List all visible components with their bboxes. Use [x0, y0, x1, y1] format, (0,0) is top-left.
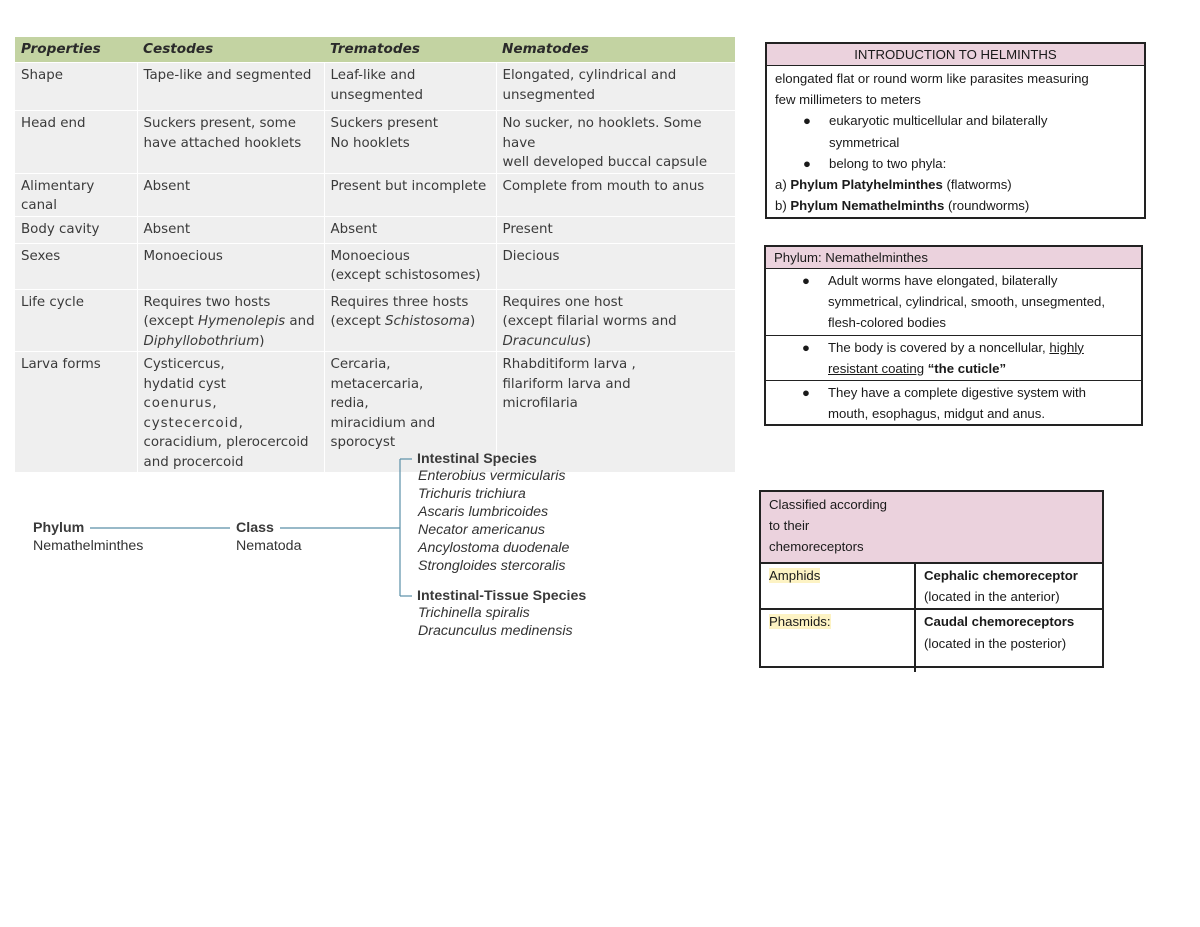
intro-bullet: ● belong to two phyla:: [775, 153, 1136, 174]
chemo-name: Amphids: [761, 564, 916, 608]
taxonomy-tree: [0, 440, 700, 660]
species-item: Necator americanus: [418, 522, 545, 538]
trematodes-alimentary: Present but incomplete: [324, 173, 496, 216]
prop-sexes: Sexes: [15, 243, 137, 289]
cestodes-head-end: Suckers present, some have attached hooklets: [137, 111, 324, 174]
chemo-row-amphids: [761, 564, 1102, 610]
table-row-body-cavity: [15, 216, 735, 243]
prop-shape: Shape: [15, 63, 137, 111]
header-cestodes: Cestodes: [137, 37, 324, 63]
cestodes-body-cavity: Absent: [137, 216, 324, 243]
intro-bullet: ● eukaryotic multicellular and bilaterally symmetrical: [775, 110, 1136, 152]
phylum-bullet: ● Adult worms have elongated, bilaterally symmetrical, cylindrical, smooth, unsegmented, flesh-colored bodies: [766, 269, 1141, 336]
header-nematodes: Nematodes: [496, 37, 735, 63]
prop-alimentary: Alimentary canal: [15, 173, 137, 216]
species-item: Enterobius vermicularis: [418, 468, 566, 484]
nematodes-larva: Rhabditiform larva , filariform larva and microfilaria: [496, 352, 735, 473]
chemo-desc: Caudal chemoreceptors (located in the posterior): [924, 614, 1075, 651]
prop-head-end: Head end: [15, 111, 137, 174]
nematodes-alimentary: Complete from mouth to anus: [496, 173, 735, 216]
cestodes-alimentary: Absent: [137, 173, 324, 216]
species-item: Ancylostoma duodenale: [418, 540, 570, 556]
chemoreceptor-table: [759, 490, 1104, 668]
chemo-title: Classified according to their chemoreceptors: [761, 492, 1102, 564]
trematodes-sexes: Monoecious (except schistosomes): [324, 243, 496, 289]
intro-phylum-a: a) Phylum Platyhelminthes (flatworms): [775, 177, 1012, 193]
cestodes-sexes: Monoecious: [137, 243, 324, 289]
trematodes-shape: Leaf-like and unsegmented: [324, 63, 496, 111]
trematodes-body-cavity: Absent: [324, 216, 496, 243]
cestodes-larva: Cysticercus, hydatid cyst coenurus, cystecercoid, coracidium, plerocercoid and procercoid: [137, 352, 324, 473]
chemo-row-phasmids: [761, 610, 1102, 672]
trematodes-larva: Cercaria, metacercaria, redia, miracidium and sporocyst: [324, 352, 496, 473]
nematodes-shape: Elongated, cylindrical and unsegmented: [496, 63, 735, 111]
header-trematodes: Trematodes: [324, 37, 496, 63]
chemo-desc: Cephalic chemoreceptor (located in the anterior): [924, 568, 1078, 605]
intro-title: INTRODUCTION TO HELMINTHS: [767, 44, 1144, 66]
species-item: Ascaris lumbricoides: [418, 504, 549, 520]
intro-body: [767, 66, 1144, 218]
bullet-icon: ●: [803, 155, 811, 171]
nematodes-sexes: Diecious: [496, 243, 735, 289]
species-item: Strongloides stercoralis: [418, 558, 566, 574]
intro-helminths-box: [765, 42, 1146, 219]
table-header-row: [15, 37, 735, 63]
intro-line: elongated flat or round worm like parasites measuring: [775, 71, 1089, 86]
helminth-comparison-table: [15, 37, 735, 472]
species-item: Dracunculus medinensis: [418, 623, 573, 639]
table-row-sexes: [15, 243, 735, 289]
table-row-shape: [15, 63, 735, 111]
prop-body-cavity: Body cavity: [15, 216, 137, 243]
table-row-head-end: [15, 111, 735, 174]
tree-tissue-title: Intestinal-Tissue Species: [417, 588, 587, 604]
bullet-icon: ●: [802, 339, 810, 355]
bullet-icon: ●: [803, 113, 811, 129]
nematodes-body-cavity: Present: [496, 216, 735, 243]
bullet-icon: ●: [802, 273, 810, 288]
bullet-icon: ●: [802, 385, 810, 401]
species-item: Trichinella spiralis: [418, 605, 530, 621]
species-item: Trichuris trichiura: [418, 486, 526, 502]
tree-intestinal-title: Intestinal Species: [417, 451, 537, 467]
nematodes-head-end: No sucker, no hooklets. Some have well developed buccal capsule: [496, 111, 735, 174]
nematodes-life-cycle: Requires one host (except filarial worms and Dracunculus): [496, 289, 735, 352]
table-row-life-cycle: [15, 289, 735, 352]
header-properties: Properties: [15, 37, 137, 63]
intro-line: few millimeters to meters: [775, 92, 921, 108]
prop-larva: Larva forms: [15, 352, 137, 473]
intro-phylum-b: b) Phylum Nemathelminths (roundworms): [775, 198, 1030, 214]
prop-life-cycle: Life cycle: [15, 289, 137, 352]
tree-class: Class Nematoda: [236, 520, 302, 554]
phylum-bullet: ● The body is covered by a noncellular, highly resistant coating “the cuticle”: [766, 336, 1141, 381]
tree-phylum: Phylum Nemathelminthes: [33, 520, 144, 554]
trematodes-head-end: Suckers present No hooklets: [324, 111, 496, 174]
phylum-bullet: ● They have a complete digestive system with mouth, esophagus, midgut and anus.: [766, 381, 1141, 425]
phylum-nemathelminthes-box: [764, 245, 1143, 426]
trematodes-life-cycle: Requires three hosts (except Schistosoma): [324, 289, 496, 352]
cestodes-shape: Tape-like and segmented: [137, 63, 324, 111]
cestodes-life-cycle: Requires two hosts (except Hymenolepis and Diphyllobothrium): [137, 289, 324, 352]
chemo-name: Phasmids:: [761, 610, 916, 672]
phylum-title: Phylum: Nemathelminthes: [766, 247, 1141, 269]
table-row-alimentary: [15, 173, 735, 216]
